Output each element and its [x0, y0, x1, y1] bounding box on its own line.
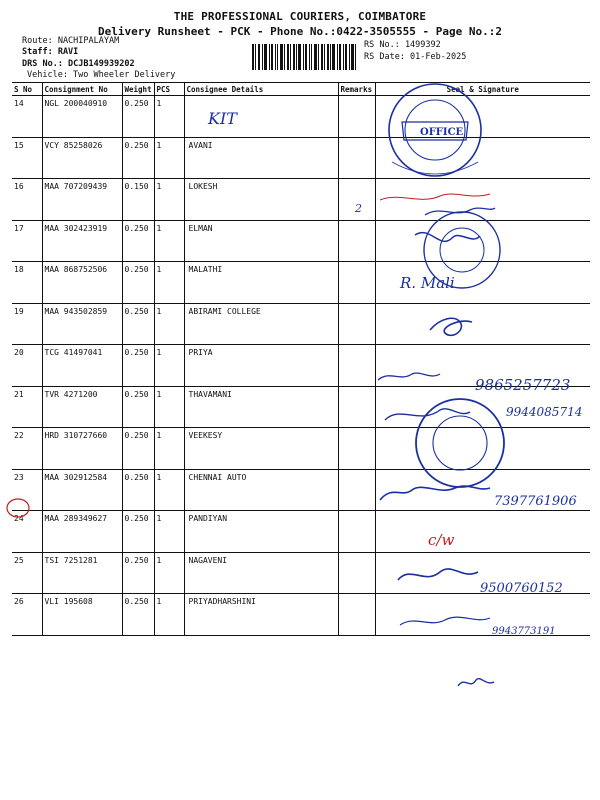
cell-remarks [338, 303, 375, 345]
cell-consignee: NAGAVENI [184, 552, 338, 594]
runsheet-table [12, 82, 590, 636]
cell-pcs: 1 [154, 469, 184, 511]
cell-remarks [338, 262, 375, 304]
table-row [12, 179, 590, 221]
cell-remarks [338, 594, 375, 636]
handwritten-phone-row26: 9500760152 [480, 581, 563, 596]
staff-label: Staff: RAVI [22, 47, 79, 57]
cell-consignee: ELMAN [184, 220, 338, 262]
cell-remarks [338, 511, 375, 553]
cell-seal [375, 262, 590, 304]
cell-pcs: 1 [154, 594, 184, 636]
cell-sno: 23 [12, 469, 42, 511]
cell-consignment: MAA 302912584 [42, 469, 122, 511]
cell-pcs: 1 [154, 552, 184, 594]
runsheet-title: Delivery Runsheet - PCK - Phone No.:0422-3505555 - Page No.:2 [98, 25, 502, 38]
cell-pcs: 1 [154, 511, 184, 553]
cell-sno: 18 [12, 262, 42, 304]
cell-sno: 21 [12, 386, 42, 428]
cell-consignee: THAVAMANI [184, 386, 338, 428]
cell-consignment: HRD 310727660 [42, 428, 122, 470]
company-title: THE PROFESSIONAL COURIERS, COIMBATORE [173, 10, 427, 23]
handwritten-kit: KIT [208, 109, 237, 128]
cell-weight: 0.250 [122, 386, 154, 428]
cell-remarks [338, 179, 375, 221]
cell-seal [375, 96, 590, 138]
cell-seal [375, 303, 590, 345]
cell-consignment: MAA 302423919 [42, 220, 122, 262]
cell-remarks [338, 428, 375, 470]
table-row [12, 262, 590, 304]
cell-consignee: LOKESH [184, 179, 338, 221]
cell-pcs: 1 [154, 262, 184, 304]
cell-consignment: VCY 85258026 [42, 137, 122, 179]
col-header-pcs: PCS [154, 83, 184, 96]
cell-remarks [338, 345, 375, 387]
cell-remarks [338, 137, 375, 179]
cell-consignee: PANDIYAN [184, 511, 338, 553]
cell-consignment: VLI 195608 [42, 594, 122, 636]
cell-pcs: 1 [154, 96, 184, 138]
cell-weight: 0.250 [122, 428, 154, 470]
table-row [12, 137, 590, 179]
col-header-weight: Weight [122, 83, 154, 96]
cell-weight: 0.250 [122, 469, 154, 511]
col-header-sno: S No [12, 83, 42, 96]
cell-consignee: MALATHI [184, 262, 338, 304]
cell-sno: 17 [12, 220, 42, 262]
cell-sno: 15 [12, 137, 42, 179]
cell-sno: 14 [12, 96, 42, 138]
table-row [12, 345, 590, 387]
runsheet-table-container [12, 82, 590, 636]
cell-sno: 16 [12, 179, 42, 221]
handwritten-phone-row21: 9865257723 [475, 376, 571, 394]
cell-weight: 0.250 [122, 345, 154, 387]
col-header-remarks: Remarks [338, 83, 375, 96]
cell-consignment: TCG 41497041 [42, 345, 122, 387]
cell-remarks [338, 96, 375, 138]
cell-weight: 0.150 [122, 179, 154, 221]
cell-seal [375, 137, 590, 179]
cell-seal [375, 345, 590, 387]
route-label: Route: NACHIPALAYAM [22, 36, 120, 46]
cell-weight: 0.250 [122, 552, 154, 594]
cell-pcs: 1 [154, 303, 184, 345]
kit-stamp-office-word: OFFICE [420, 127, 464, 138]
table-row [12, 428, 590, 470]
cell-weight: 0.250 [122, 594, 154, 636]
cell-seal [375, 594, 590, 636]
col-header-seal-signature: Seal & Signature [375, 83, 590, 96]
cell-consignee: PRIYADHARSHINI [184, 594, 338, 636]
cell-consignment: MAA 289349627 [42, 511, 122, 553]
handwritten-phone-row22: 9944085714 [506, 405, 583, 419]
cell-sno: 24 [12, 511, 42, 553]
drs-number: DRS No.: DCJB149939202 [22, 59, 135, 69]
cell-consignee: VEEKESY [184, 428, 338, 470]
cell-seal [375, 511, 590, 553]
handwritten-cw: c/w [428, 531, 455, 549]
cell-weight: 0.250 [122, 262, 154, 304]
table-row [12, 386, 590, 428]
handwritten-phone-row26-second: 9943773191 [492, 626, 556, 637]
barcode [252, 44, 356, 70]
cell-weight: 0.250 [122, 220, 154, 262]
table-row [12, 469, 590, 511]
cell-seal [375, 179, 590, 221]
cell-weight: 0.250 [122, 303, 154, 345]
cell-consignment: TSI 7251281 [42, 552, 122, 594]
cell-seal [375, 386, 590, 428]
cell-consignment: NGL 200040910 [42, 96, 122, 138]
table-row [12, 511, 590, 553]
handwritten-phone-row23: 7397761906 [494, 494, 577, 509]
cell-weight: 0.250 [122, 96, 154, 138]
rs-number: RS No.: 1499392 [364, 40, 441, 50]
cell-consignment: MAA 707209439 [42, 179, 122, 221]
handwritten-remark-2: 2 [355, 202, 362, 215]
cell-sno: 19 [12, 303, 42, 345]
cell-remarks [338, 386, 375, 428]
cell-consignment: TVR 4271200 [42, 386, 122, 428]
cell-pcs: 1 [154, 345, 184, 387]
bottom-initials [458, 679, 494, 686]
cell-consignee: CHENNAI AUTO [184, 469, 338, 511]
cell-consignee [184, 96, 338, 138]
cell-pcs: 1 [154, 137, 184, 179]
cell-seal [375, 469, 590, 511]
cell-consignee: AVANI [184, 137, 338, 179]
table-row [12, 594, 590, 636]
cell-sno: 25 [12, 552, 42, 594]
cell-seal [375, 220, 590, 262]
cell-consignment: MAA 868752506 [42, 262, 122, 304]
cell-seal [375, 428, 590, 470]
cell-sno: 26 [12, 594, 42, 636]
cell-consignee: ABIRAMI COLLEGE [184, 303, 338, 345]
cell-remarks [338, 469, 375, 511]
cell-remarks [338, 220, 375, 262]
handwritten-r-mali: R. Mali [400, 274, 455, 292]
cell-pcs: 1 [154, 179, 184, 221]
rs-date: RS Date: 01-Feb-2025 [364, 52, 467, 62]
cell-consignment: MAA 943502859 [42, 303, 122, 345]
table-row [12, 552, 590, 594]
cell-pcs: 1 [154, 428, 184, 470]
cell-sno: 20 [12, 345, 42, 387]
cell-seal [375, 552, 590, 594]
cell-pcs: 1 [154, 220, 184, 262]
col-header-consignee: Consignee Details [184, 83, 338, 96]
cell-weight: 0.250 [122, 137, 154, 179]
col-header-consignment: Consignment No [42, 83, 122, 96]
cell-sno: 22 [12, 428, 42, 470]
cell-remarks [338, 552, 375, 594]
table-row [12, 220, 590, 262]
table-header-row [12, 83, 590, 96]
cell-pcs: 1 [154, 386, 184, 428]
table-row [12, 96, 590, 138]
vehicle-label: Vehicle: Two Wheeler Delivery [27, 70, 176, 80]
cell-consignee: PRIYA [184, 345, 338, 387]
cell-weight: 0.250 [122, 511, 154, 553]
table-row [12, 303, 590, 345]
